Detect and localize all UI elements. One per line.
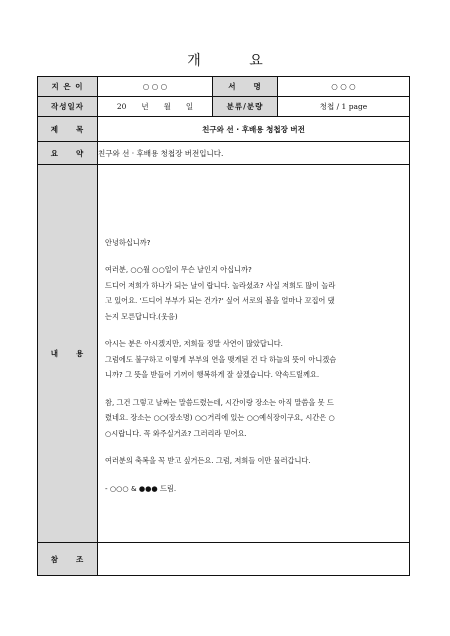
- content-label: 내 용: [38, 165, 98, 543]
- content-line: 는지 모른답니다.(웃음): [105, 311, 178, 321]
- reference-value: [98, 543, 410, 576]
- content-body: [98, 165, 410, 543]
- author-row: [38, 77, 410, 97]
- date-row: [38, 97, 410, 117]
- reference-label: 참 조: [38, 543, 98, 576]
- content-line: 렸네요. 장소는 ○○(장소명) ○○거리에 있는 ○○예식장이구요, 시간은 ○: [105, 413, 335, 423]
- subject-label: 제 목: [38, 117, 98, 142]
- date-label: 작성일자: [38, 97, 98, 117]
- content-line: 그럼에도 불구하고 이렇게 부부의 연을 맺게된 건 다 하늘의 뜻이 아니겠슴: [105, 354, 337, 364]
- summary-label: 요 약: [38, 142, 98, 165]
- overview-form: [37, 76, 410, 576]
- content-line: 참, 그건 그렇고 날짜는 말씀드렸는데, 시간이랑 장소는 아직 말씀을 못 드: [105, 397, 334, 407]
- content-paragraph: [105, 395, 402, 442]
- content-line: 여러분의 축복을 꼭 받고 싶거든요. 그럼, 저희들 이만 물러갑니다.: [105, 456, 311, 466]
- content-paragraph: [105, 235, 402, 251]
- summary-value: 친구와 선 · 후배용 청첩장 버전입니다.: [98, 142, 410, 165]
- content-paragraph: [105, 262, 402, 324]
- date-value: 20 년 월 일: [98, 97, 213, 117]
- summary-row: [38, 142, 410, 165]
- content-line: 드디어 저희가 하나가 되는 날이 랍니다. 놀라셨죠? 사실 저희도 많이 놀라: [105, 280, 336, 290]
- content-line: - ○○○ & ●●● 드림.: [105, 483, 177, 493]
- content-paragraph: [105, 453, 402, 469]
- author-label: 지 은 이: [38, 77, 98, 97]
- category-label: 분류/분량: [213, 97, 278, 117]
- content-paragraph: [105, 481, 402, 497]
- content-line: 아시는 분은 아시겠지만, 저희들 정말 사연이 많았답니다.: [105, 339, 283, 349]
- doc-name-label: 서 명: [213, 77, 278, 97]
- content-row: [38, 165, 410, 543]
- doc-name-value: ○ ○ ○: [278, 77, 410, 97]
- content-paragraph: [105, 336, 402, 383]
- subject-value: 친구와 선 · 후배용 청첩장 버전: [98, 117, 410, 142]
- content-line: 안녕하십니까?: [105, 237, 151, 247]
- subject-row: [38, 117, 410, 142]
- category-value: 청첩 / 1 page: [278, 97, 410, 117]
- page-title: 개 요: [187, 53, 285, 69]
- content-line: 고 있어요. '드디어 부부가 되는 건가?' 싶어 서로의 볼을 얼마나 꼬집어 댔: [105, 296, 335, 306]
- author-value: ○ ○ ○: [98, 77, 213, 97]
- content-line: ○시랍니다. 꼭 와주실거죠? 그러리라 믿어요.: [105, 428, 247, 438]
- content-line: 여러분, ○○월 ○○일이 무슨 날인지 아십니까?: [105, 265, 252, 275]
- content-line: 니까? 그 뜻을 받들어 기꺼이 행복하게 잘 살겠습니다. 약속드릴께요.: [105, 370, 320, 380]
- reference-row: [38, 543, 410, 576]
